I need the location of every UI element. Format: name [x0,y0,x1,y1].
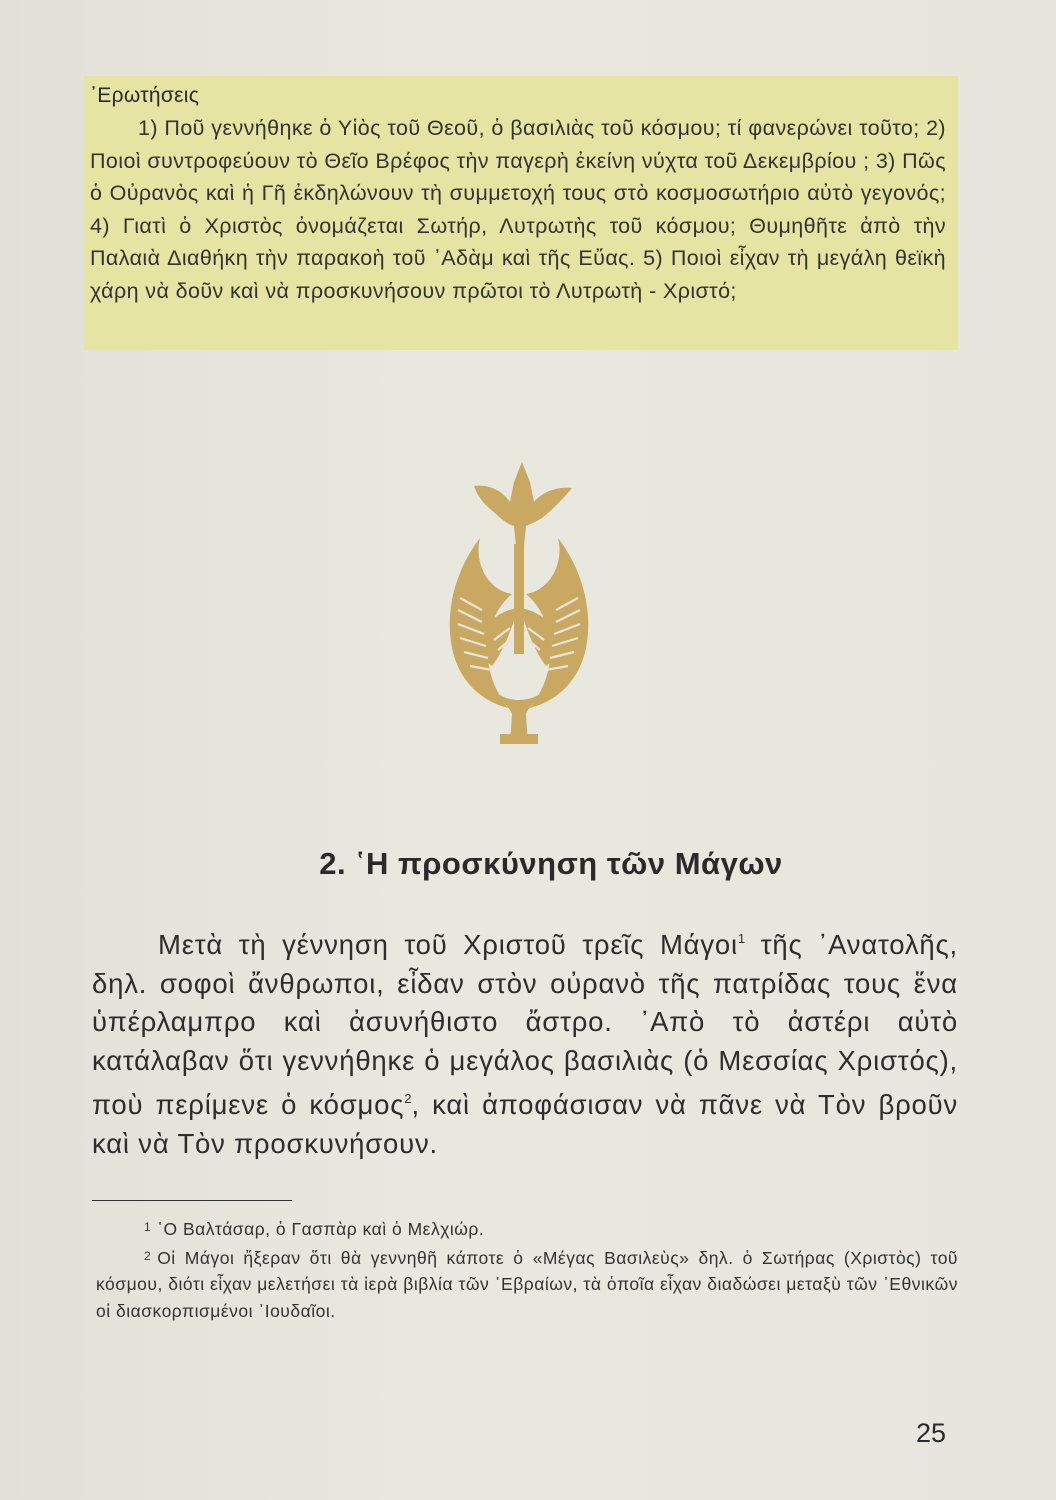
body-text-part-2: τῆς ᾿Ανατολῆς, δηλ. σοφοὶ ἄνθρωποι, εἶδαν στὸν οὐρανὸ τῆς πατρίδας τους ἕνα ὑπέρλαμπρο καὶ ἀσυνήθιστο ἄστρο. ᾿Απὸ τὸ ἀστέρι αὐτὸ κατάλαβαν ὅτι γεννήθηκε ὁ μεγάλος βασιλιὰς (ὁ Μεσσίας Χριστός), ποὺ περίμενε ὁ κόσμος [92,929,958,1120]
footnote-number: 2 [144,1248,152,1263]
body-paragraph [92,920,958,1163]
questions-title: ᾿Ερωτήσεις [90,84,200,107]
footnote-1 [96,1214,958,1243]
body-text-part-3: , καὶ ἀποφάσισαν νὰ πᾶνε νὰ Τὸν βροῦν καὶ νὰ Τὸν προσκυνήσουν. [92,1089,958,1159]
footnote-text: Οἱ Μάγοι ἤξεραν ὅτι θὰ γεννηθῆ κάποτε ὁ «Μέγας Βασιλεὺς» δηλ. ὁ Σωτήρας (Χριστὸς) τοῦ κόσμου, διότι εἶχαν μελετήσει τὰ ἱερὰ βιβλία τῶν ῾Εβραίων, τὰ ὁποῖα εἶχαν διαδώσει μεταξὺ τῶν ᾿Εθνικῶν οἱ διασκορπισμένοι ᾿Ιουδαῖοι. [96,1247,958,1321]
footnote-ref-2: 2 [404,1091,412,1106]
footnote-number: 1 [144,1220,152,1234]
page-number: 25 [916,1418,947,1448]
footnote-divider [92,1200,292,1201]
floral-ornament-icon [438,458,598,748]
questions-text: 1) Ποῦ γεννήθηκε ὁ Υἱὸς τοῦ Θεοῦ, ὁ βασιλιὰς τοῦ κόσμου; τί φανερώνει τοῦτο; 2) Ποιοὶ συντροφεύουν τὸ Θεῖο Βρέφος τὴν παγερὴ ἐκείνη νύχτα τοῦ Δεκεμβρίου ; 3) Πῶς ὁ Οὐρανὸς καὶ ἡ Γῆ ἐκδηλώνουν τὴ συμμετοχή τους στὸ κοσμοσωτήριο αὐτὸ γεγονός; 4) Γιατὶ ὁ Χριστὸς ὀνομάζεται Σωτήρ, Λυτρωτὴς τοῦ κόσμου; Θυμηθῆτε ἀπὸ τὴν Παλαιὰ Διαθήκη τὴν παρακοὴ τοῦ ᾿Αδὰμ καὶ τῆς Εὔας. 5) Ποιοὶ εἶχαν τὴ μεγάλη θεϊκὴ χάρη νὰ δοῦν καὶ νὰ προσκυνήσουν πρῶτοι τὸ Λυτρωτὴ - Χριστό; [90,116,946,303]
footnote-ref-1: 1 [737,931,746,946]
footnote-2 [96,1243,958,1325]
questions-box [84,76,958,350]
footnotes [96,1214,958,1324]
body-text-part-1: Μετὰ τὴ γέννηση τοῦ Χριστοῦ τρεῖς Μάγοι [158,929,738,960]
footnote-text: ῾Ο Βαλτάσαρ, ὁ Γασπὰρ καὶ ὁ Μελχιώρ. [157,1219,485,1239]
section-title: 2. ῾Η προσκύνηση τῶν Μάγων [319,846,783,881]
